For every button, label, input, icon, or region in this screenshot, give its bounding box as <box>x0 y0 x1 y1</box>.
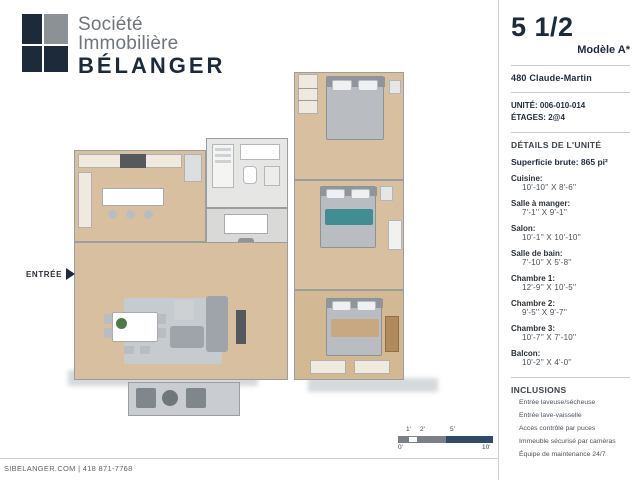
inclusion-item: Équipe de maintenance 24/7 <box>519 451 606 459</box>
room-row <box>511 199 630 217</box>
floor-plan <box>58 120 458 420</box>
room-row <box>511 174 630 192</box>
closet-shelf <box>298 88 318 89</box>
toilet <box>243 166 257 184</box>
window-ledge <box>388 220 402 250</box>
logo-block-4 <box>44 46 68 72</box>
balcony-chair <box>136 388 156 408</box>
details-header: DÉTAILS DE L'UNITÉ <box>511 140 602 151</box>
kitchen-island <box>102 188 164 206</box>
scale-bottom-labels <box>398 444 493 453</box>
kitchen-counter-left <box>78 172 92 228</box>
plant-icon <box>116 318 127 329</box>
vanity-sink <box>264 166 280 186</box>
inclusions-header: INCLUSIONS <box>511 385 567 396</box>
room-dimension: 12'-9'' X 10'-5'' <box>522 283 577 293</box>
room-dimension: 7'-1'' X 9'-1'' <box>522 208 568 218</box>
stool <box>108 210 117 219</box>
logo-line-3: BÉLANGER <box>78 52 226 78</box>
room-dimension: 10'-2'' X 4'-0'' <box>522 358 572 368</box>
stool <box>144 210 153 219</box>
divider-2 <box>511 92 630 93</box>
scale-segment <box>446 436 493 443</box>
balcony-table <box>162 390 178 406</box>
room-dimension: 10'-1'' X 10'-10'' <box>522 233 582 243</box>
scale-label: 1' <box>406 426 411 433</box>
balcony-chair <box>186 388 206 408</box>
room-name: Balcon: <box>511 349 541 359</box>
unit-type-title: 5 1/2 <box>511 12 574 42</box>
closet-shelf <box>298 100 318 101</box>
closet-chambre-3 <box>354 360 390 374</box>
room-dimension: 7'-10'' X 5'-8'' <box>522 258 572 268</box>
dining-chair <box>104 314 112 324</box>
inclusion-item: Entrée laveuse/sécheuse <box>519 399 596 407</box>
coffee-table <box>174 300 194 320</box>
room-row <box>511 299 630 317</box>
bed-chambre-1 <box>326 76 384 140</box>
scale-label: 5' <box>450 426 455 433</box>
belanger-logo-mark <box>22 14 68 72</box>
divider-4 <box>511 377 630 378</box>
divider-1 <box>511 65 630 66</box>
inclusion-item: Accès contrôlé par puces <box>519 425 596 433</box>
pillow <box>332 301 351 311</box>
room-row <box>511 324 630 342</box>
dresser <box>385 316 399 352</box>
scale-segment <box>408 436 418 443</box>
pillow <box>326 189 345 199</box>
stool <box>126 210 135 219</box>
tv-console <box>236 310 246 344</box>
scale-segment <box>398 436 408 443</box>
pillow <box>332 80 352 91</box>
scale-label: 10' <box>482 444 491 451</box>
room-name: Chambre 2: <box>511 299 556 309</box>
logo-block-1 <box>22 14 42 44</box>
inclusion-item: Entrée lave-vaisselle <box>519 412 582 420</box>
cooktop <box>120 154 146 168</box>
scale-label: 2' <box>420 426 425 433</box>
dining-chair <box>124 346 134 354</box>
logo-line-2: Immobilière <box>78 33 179 55</box>
room-name: Salon: <box>511 224 536 234</box>
dining-chair <box>140 346 150 354</box>
room-name: Chambre 3: <box>511 324 556 334</box>
plan-shadow <box>308 378 438 392</box>
shower-tile-line <box>215 154 231 157</box>
room-name: Cuisine: <box>511 174 543 184</box>
room-name: Chambre 1: <box>511 274 556 284</box>
shower-tile-line <box>215 148 231 151</box>
bed-chambre-3 <box>326 298 382 356</box>
brand-logo <box>22 14 225 77</box>
pillow <box>357 301 376 311</box>
footer <box>0 458 498 480</box>
unit-info-panel <box>498 0 640 480</box>
room-dimension: 9'-5'' X 9'-7'' <box>522 308 568 318</box>
scale-label: 0' <box>398 444 403 451</box>
scale-segment <box>418 436 446 443</box>
room-dimension: 10'-10'' X 8'-6'' <box>522 183 577 193</box>
dining-chair <box>158 328 166 338</box>
footer-contact: SIBELANGER.COM | 418 871-7768 <box>4 464 133 473</box>
room-row <box>511 349 630 367</box>
pillow <box>351 189 370 199</box>
closet-chambre-1 <box>298 74 318 114</box>
bed-throw-blanket <box>325 209 373 225</box>
floors: ÉTAGES: 2@4 <box>511 112 565 122</box>
desk <box>224 214 268 234</box>
room-dimension: 10'-7'' X 7'-10'' <box>522 333 577 343</box>
bed-throw-blanket <box>331 319 379 337</box>
logo-wordmark <box>78 14 225 77</box>
unit-model-subtitle: Modèle A* <box>577 44 630 56</box>
refrigerator <box>184 154 202 182</box>
right-triangle-arrow-icon <box>66 268 75 280</box>
pillow <box>358 80 378 91</box>
logo-line-1: Société <box>78 14 143 35</box>
closet-chambre-3 <box>310 360 346 374</box>
nightstand <box>380 186 393 201</box>
scale-bar-graphic <box>398 436 493 443</box>
bathtub <box>240 144 280 160</box>
room-row <box>511 224 630 242</box>
sofa <box>206 296 228 352</box>
room-row <box>511 274 630 292</box>
room-name: Salle de bain: <box>511 249 563 259</box>
address-line: 480 Claude-Martin <box>511 73 592 83</box>
room-row <box>511 249 630 267</box>
dining-chair <box>104 328 112 338</box>
logo-block-2 <box>22 46 42 72</box>
entrance-label: ENTRÉE <box>26 269 63 279</box>
entrance-marker <box>26 268 75 280</box>
logo-block-3 <box>44 14 68 44</box>
scale-top-labels <box>398 426 493 435</box>
dining-chair <box>158 314 166 324</box>
gross-area: Superficie brute: 865 pi² <box>511 157 608 168</box>
room-name: Salle à manger: <box>511 199 571 209</box>
unit-numbers: UNITÉ: 006-010-014 <box>511 101 586 110</box>
scale-bar <box>398 426 493 454</box>
divider-3 <box>511 132 630 133</box>
bed-chambre-2 <box>320 186 376 248</box>
shower-tile-line <box>215 160 231 163</box>
armchair <box>170 326 204 348</box>
inclusion-item: Immeuble sécurisé par caméras <box>519 438 616 446</box>
nightstand <box>389 80 401 94</box>
